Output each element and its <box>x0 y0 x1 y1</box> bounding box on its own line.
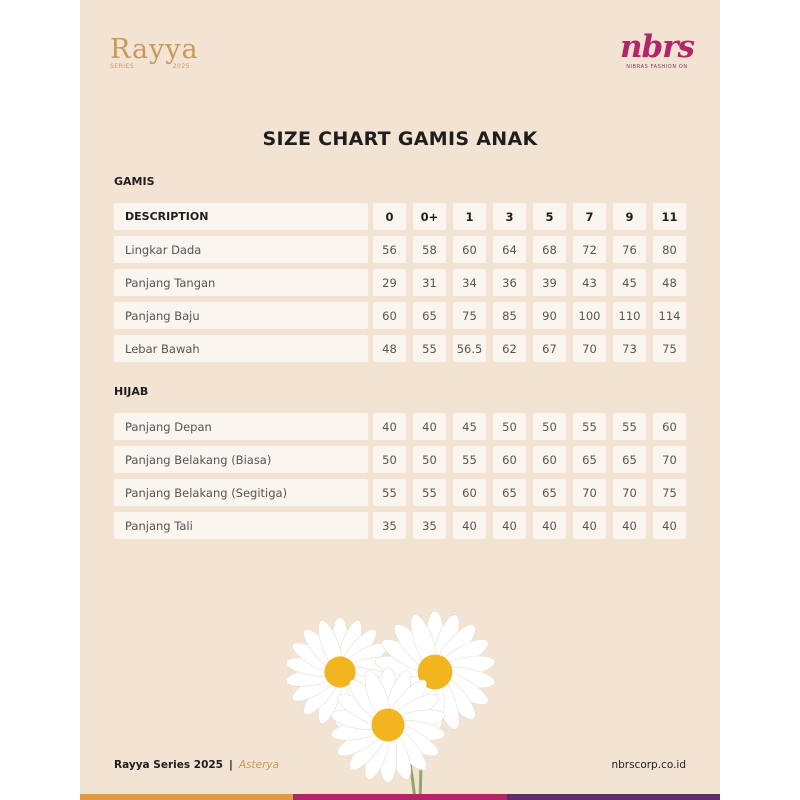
row-value: 29 <box>373 269 406 296</box>
row-value: 62 <box>493 335 526 362</box>
rayya-logo-word: Rayya <box>110 34 199 65</box>
row-value: 110 <box>613 302 646 329</box>
row-label: Panjang Tangan <box>114 269 368 296</box>
row-value: 43 <box>573 269 606 296</box>
row-label: Panjang Belakang (Segitiga) <box>114 479 368 506</box>
row-value: 50 <box>533 413 566 440</box>
row-value: 39 <box>533 269 566 296</box>
footer-series-name: Rayya Series 2025 <box>114 759 223 771</box>
row-value: 65 <box>413 302 446 329</box>
row-value: 65 <box>533 479 566 506</box>
row-label: Lingkar Dada <box>114 236 368 263</box>
footer-collection: Asterya <box>238 759 280 771</box>
daisy-center <box>372 709 405 742</box>
row-value: 60 <box>653 413 686 440</box>
row-value: 40 <box>493 512 526 539</box>
row-value: 48 <box>653 269 686 296</box>
footer-separator: | <box>229 759 233 771</box>
footer-series <box>114 759 279 771</box>
row-value: 34 <box>453 269 486 296</box>
row-label: Lebar Bawah <box>114 335 368 362</box>
hijab-table <box>114 413 686 545</box>
row-value: 40 <box>613 512 646 539</box>
row-value: 70 <box>573 335 606 362</box>
nibras-logo <box>620 30 694 70</box>
row-value: 56 <box>373 236 406 263</box>
row-value: 36 <box>493 269 526 296</box>
rayya-logo <box>110 36 199 70</box>
row-value: 45 <box>453 413 486 440</box>
row-value: 58 <box>413 236 446 263</box>
row-label: Panjang Tali <box>114 512 368 539</box>
row-value: 75 <box>453 302 486 329</box>
row-value: 90 <box>533 302 566 329</box>
row-value: 75 <box>653 479 686 506</box>
row-value: 45 <box>613 269 646 296</box>
row-value: 68 <box>533 236 566 263</box>
row-value: 72 <box>573 236 606 263</box>
row-value: 50 <box>493 413 526 440</box>
nibras-logo-word: nbrs <box>620 29 694 65</box>
header-size-2: 1 <box>453 203 486 230</box>
row-value: 60 <box>493 446 526 473</box>
row-value: 35 <box>413 512 446 539</box>
row-value: 85 <box>493 302 526 329</box>
table-row <box>114 302 686 329</box>
row-value: 70 <box>613 479 646 506</box>
row-value: 40 <box>413 413 446 440</box>
bottom-bar-segment <box>80 794 293 800</box>
header-description: DESCRIPTION <box>114 203 368 230</box>
row-value: 40 <box>653 512 686 539</box>
table-row <box>114 413 686 440</box>
row-value: 31 <box>413 269 446 296</box>
header-size-3: 3 <box>493 203 526 230</box>
row-label: Panjang Belakang (Biasa) <box>114 446 368 473</box>
row-value: 55 <box>573 413 606 440</box>
table-row <box>114 269 686 296</box>
row-value: 75 <box>653 335 686 362</box>
table-row <box>114 236 686 263</box>
row-value: 50 <box>373 446 406 473</box>
bottom-bar-segment <box>293 794 506 800</box>
row-value: 56.5 <box>453 335 486 362</box>
page-title: SIZE CHART GAMIS ANAK <box>262 128 538 150</box>
row-value: 40 <box>533 512 566 539</box>
bottom-color-bar <box>80 794 720 800</box>
row-value: 65 <box>613 446 646 473</box>
row-value: 40 <box>373 413 406 440</box>
header-size-1: 0+ <box>413 203 446 230</box>
rayya-logo-series: SERIES <box>110 63 135 70</box>
table-row <box>114 335 686 362</box>
row-value: 35 <box>373 512 406 539</box>
row-value: 67 <box>533 335 566 362</box>
row-label: Panjang Depan <box>114 413 368 440</box>
row-value: 114 <box>653 302 686 329</box>
footer-website: nbrscorp.co.id <box>611 759 686 771</box>
header-size-6: 9 <box>613 203 646 230</box>
gamis-table <box>114 203 686 368</box>
row-value: 40 <box>573 512 606 539</box>
row-value: 80 <box>653 236 686 263</box>
row-value: 65 <box>573 446 606 473</box>
row-value: 70 <box>573 479 606 506</box>
header-size-5: 7 <box>573 203 606 230</box>
nibras-logo-tagline: NIBRAS FASHION ON <box>626 64 688 70</box>
row-value: 55 <box>453 446 486 473</box>
table-row <box>114 512 686 539</box>
row-value: 100 <box>573 302 606 329</box>
row-value: 60 <box>453 479 486 506</box>
daisy-flowers-image <box>270 600 510 800</box>
table-row <box>114 479 686 506</box>
row-value: 60 <box>373 302 406 329</box>
row-value: 73 <box>613 335 646 362</box>
rayya-logo-year: 2025 <box>172 63 190 70</box>
row-value: 55 <box>413 479 446 506</box>
table-header-row <box>114 203 686 230</box>
table-row <box>114 446 686 473</box>
row-value: 55 <box>613 413 646 440</box>
row-value: 76 <box>613 236 646 263</box>
row-value: 60 <box>533 446 566 473</box>
header-size-0: 0 <box>373 203 406 230</box>
row-value: 70 <box>653 446 686 473</box>
row-value: 50 <box>413 446 446 473</box>
hijab-section-label: HIJAB <box>114 385 149 398</box>
bottom-bar-segment <box>507 794 720 800</box>
row-value: 48 <box>373 335 406 362</box>
header-size-7: 11 <box>653 203 686 230</box>
row-value: 55 <box>413 335 446 362</box>
gamis-section-label: GAMIS <box>114 175 155 188</box>
row-value: 55 <box>373 479 406 506</box>
header-size-4: 5 <box>533 203 566 230</box>
row-label: Panjang Baju <box>114 302 368 329</box>
size-chart-page <box>80 0 720 800</box>
row-value: 64 <box>493 236 526 263</box>
row-value: 65 <box>493 479 526 506</box>
row-value: 40 <box>453 512 486 539</box>
row-value: 60 <box>453 236 486 263</box>
